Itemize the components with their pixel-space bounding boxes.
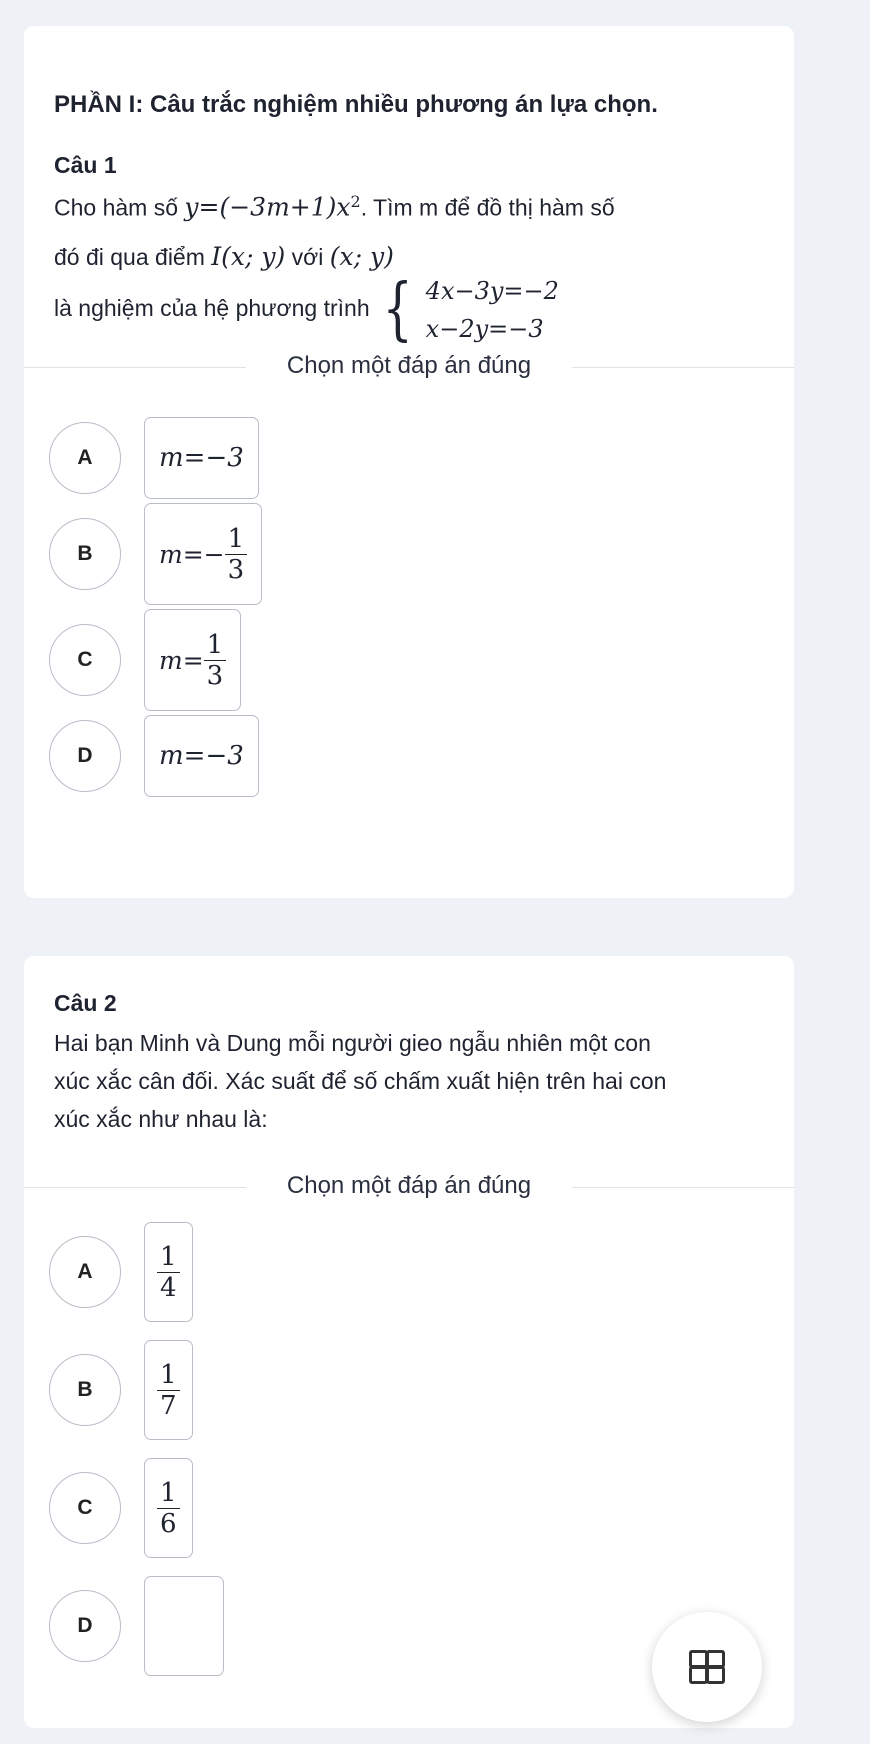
option-a-answer[interactable]: m=−3 <box>144 417 259 499</box>
option-d-answer[interactable] <box>144 1576 224 1676</box>
option-d-radio[interactable]: D <box>49 1590 121 1662</box>
option-a-answer[interactable]: $\frac{1}{4}$ <box>144 1222 193 1322</box>
question-card-2 <box>24 956 794 1728</box>
question-text-line: Hai bạn Minh và Dung mỗi người gieo ngẫu nhiên một con <box>54 1030 651 1056</box>
option-c-answer[interactable]: $\frac{1}{6}$ <box>144 1458 193 1558</box>
grid-icon <box>689 1650 725 1684</box>
option-a-radio[interactable]: A <box>49 422 121 494</box>
option-c-radio[interactable]: C <box>49 1472 121 1544</box>
question-label: Câu 2 <box>54 990 117 1016</box>
option-b-answer[interactable]: m=− $\frac{1}{3}$ <box>144 503 262 605</box>
question-text-line: Cho hàm số $y=(-3m+1)x^2$. Tìm m để đồ thị hàm số <box>54 192 615 222</box>
choose-divider: Chọn một đáp án đúng <box>24 352 794 382</box>
question-label: Câu 1 <box>54 152 117 178</box>
question-text-line: đó đi qua điểm I(x; y) với (x; y) <box>54 242 394 271</box>
question-grid-button[interactable] <box>652 1612 762 1722</box>
option-a-radio[interactable]: A <box>49 1236 121 1308</box>
choose-divider: Chọn một đáp án đúng <box>24 1172 794 1202</box>
question-text-line: xúc xắc như nhau là: <box>54 1106 268 1132</box>
brace-symbol: { <box>382 270 413 349</box>
option-b-radio[interactable]: B <box>49 1354 121 1426</box>
question-text-line: xúc xắc cân đối. Xác suất để số chấm xuất hiện trên hai con <box>54 1068 667 1094</box>
option-b-radio[interactable]: B <box>49 518 121 590</box>
question-card-1 <box>24 26 794 898</box>
option-b-answer[interactable]: $\frac{1}{7}$ <box>144 1340 193 1440</box>
option-d-answer[interactable]: m=−3 <box>144 715 259 797</box>
equation-system-line: là nghiệm của hệ phương trình { 4x−3y=−2 x−2y=−3 <box>54 270 559 349</box>
equation-system: 4x−3y=−2 x−2y=−3 <box>425 277 559 343</box>
option-d-radio[interactable]: D <box>49 720 121 792</box>
option-c-answer[interactable]: m= $\frac{1}{3}$ <box>144 609 241 711</box>
option-c-radio[interactable]: C <box>49 624 121 696</box>
section-title: PHẦN I: Câu trắc nghiệm nhiều phương án lựa chọn. <box>54 91 658 118</box>
